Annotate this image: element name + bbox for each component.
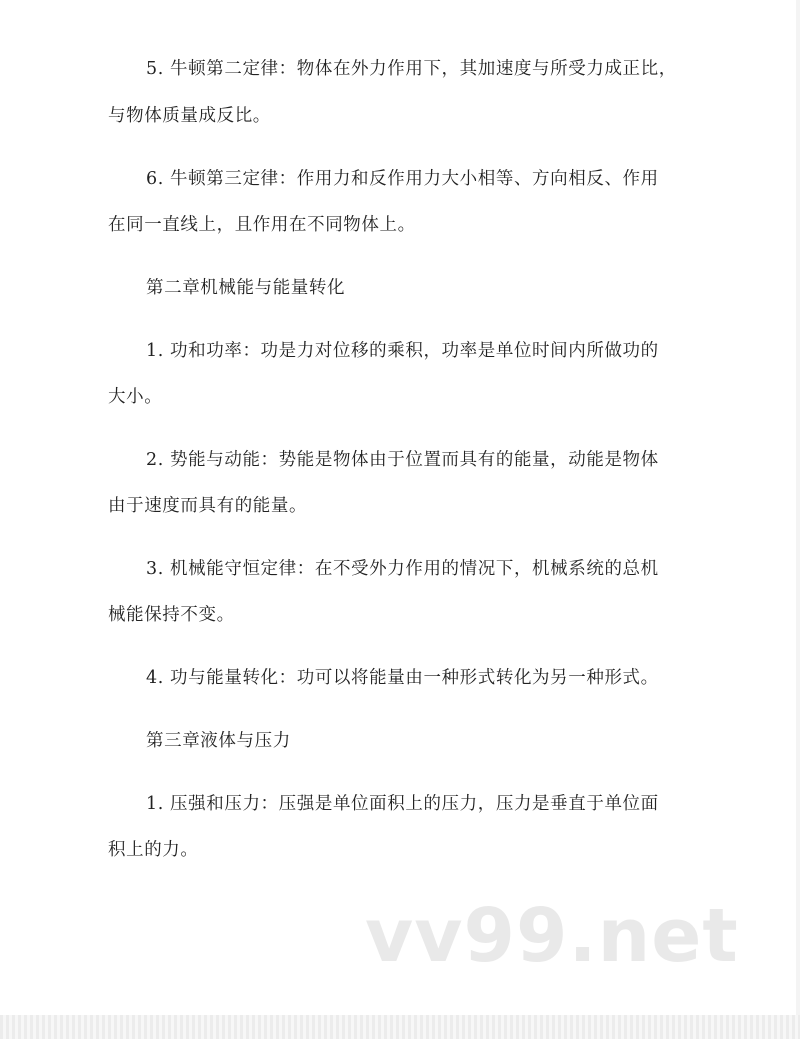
page-bottom-strip [0,1015,800,1039]
paragraph-newton-third-law-line-1: 6. 牛顿第三定律：作用力和反作用力大小相等、方向相反、作用 [146,169,659,189]
paragraph-conservation-of-energy-line-1: 3. 机械能守恒定律：在不受外力作用的情况下，机械系统的总机 [146,559,659,579]
chapter-heading-mechanical-energy: 第二章机械能与能量转化 [146,278,346,298]
paragraph-potential-kinetic-energy-line-1: 2. 势能与动能：势能是物体由于位置而具有的能量，动能是物体 [146,450,659,470]
paragraph-work-energy-conversion: 4. 功与能量转化：功可以将能量由一种形式转化为另一种形式。 [146,668,659,688]
watermark-text: vv99.net [365,893,739,979]
paragraph-pressure-force-line-1: 1. 压强和压力：压强是单位面积上的压力，压力是垂直于单位面 [146,794,659,814]
paragraph-pressure-force-line-2: 积上的力。 [108,840,199,860]
page-edge-divider [796,0,800,1015]
paragraph-conservation-of-energy-line-2: 械能保持不变。 [108,605,235,625]
paragraph-newton-third-law-line-2: 在同一直线上，且作用在不同物体上。 [108,215,416,235]
chapter-heading-liquids-pressure: 第三章液体与压力 [146,731,291,751]
paragraph-potential-kinetic-energy-line-2: 由于速度而具有的能量。 [108,496,308,516]
paragraph-newton-second-law-line-2: 与物体质量成反比。 [108,106,271,126]
paragraph-work-power-line-1: 1. 功和功率：功是力对位移的乘积，功率是单位时间内所做功的 [146,341,659,361]
paragraph-work-power-line-2: 大小。 [108,387,163,407]
paragraph-newton-second-law-line-1: 5. 牛顿第二定律：物体在外力作用下，其加速度与所受力成正比， [146,59,677,79]
